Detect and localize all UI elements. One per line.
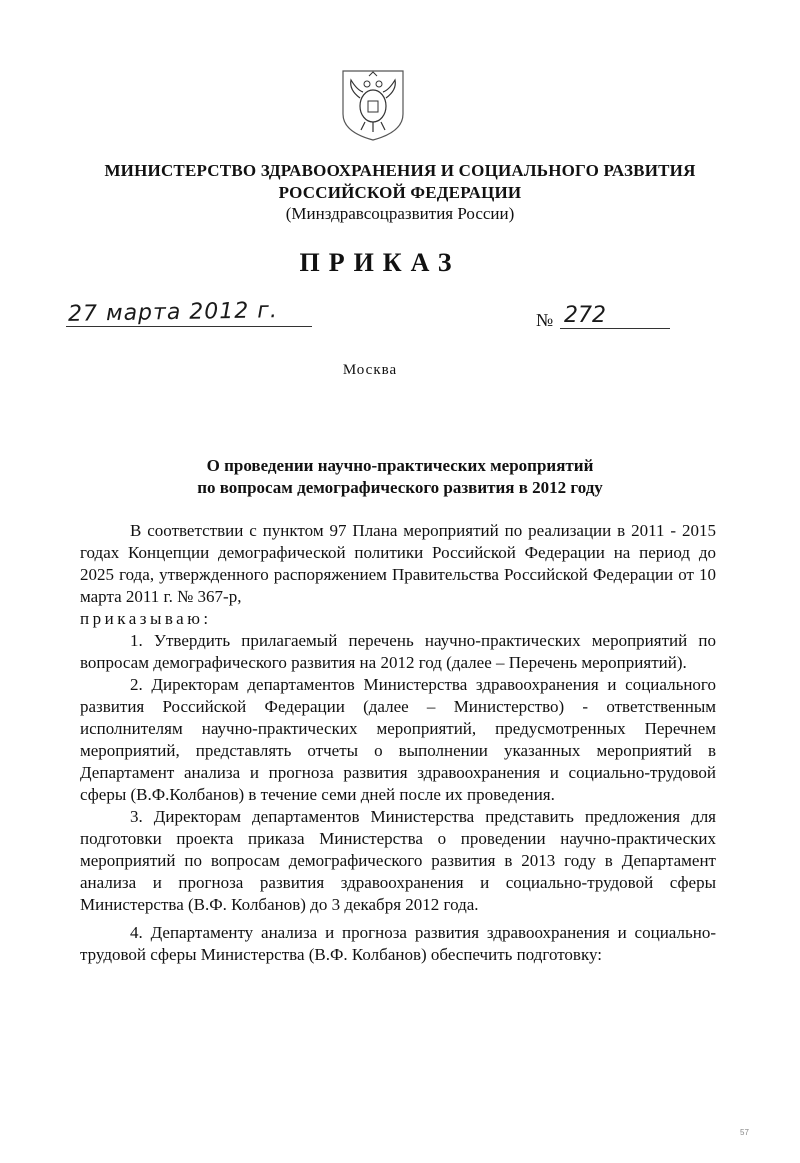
city: Москва xyxy=(342,362,398,378)
russian-coat-of-arms-icon xyxy=(339,68,407,142)
ministry-line-2: РОССИЙСКОЙ ФЕДЕРАЦИИ xyxy=(278,183,522,202)
order-subject xyxy=(0,455,800,499)
order-date: 27 марта 2012 г. xyxy=(67,298,279,327)
ministry-line-1: МИНИСТЕРСТВО ЗДРАВООХРАНЕНИЯ И СОЦИАЛЬНОГО РАЗВИТИЯ xyxy=(104,161,696,180)
order-word: приказываю: xyxy=(80,609,212,628)
date-underline xyxy=(66,326,312,327)
number-sign: № xyxy=(536,310,554,330)
order-number: 272 xyxy=(564,303,606,328)
order-title: ПРИКАЗ xyxy=(299,248,461,277)
ministry-name xyxy=(0,160,800,204)
item-4: 4. Департаменту анализа и прогноза развития здравоохранения и социально-трудовой сферы Министерства (В.Ф. Колбанов) обеспечить подготовку: xyxy=(80,923,716,964)
subject-line-2: по вопросам демографического развития в 2012 году xyxy=(197,478,603,497)
number-underline xyxy=(560,328,670,329)
item-3: 3. Директорам департаментов Министерства представить предложения для подготовки проекта приказа Министерства о проведении научно-практических мероприятий по вопросам демографического развития в 2013 году в Департамент анализа и прогноза развития здравоохранения и социально-трудовой сферы Министерства (В.Ф. Колбанов) до 3 декабря 2012 года. xyxy=(80,807,716,914)
item-2: 2. Директорам департаментов Министерства здравоохранения и социального развития Российской Федерации (далее – Министерство) - ответственным исполнителям научно-практических мероприятий, предусмотренных Перечнем мероприятий, представлять отчеты о выполнении указанных мероприятий в Департамент анализа и прогноза развития здравоохранения и социально-трудовой сферы (В.Ф.Колбанов) в течение семи дней после их проведения. xyxy=(80,675,716,804)
subject-line-1: О проведении научно-практических мероприятий xyxy=(206,456,594,475)
order-body xyxy=(80,520,716,966)
ministry-short-name: (Минздравсоцразвития России) xyxy=(285,204,515,223)
page-number: 57 xyxy=(740,1128,749,1137)
item-1: 1. Утвердить прилагаемый перечень научно-практических мероприятий по вопросам демографического развития на 2012 год (далее – Перечень мероприятий). xyxy=(80,631,716,672)
preamble xyxy=(80,520,716,630)
preamble-text: В соответствии с пунктом 97 Плана мероприятий по реализации в 2011 - 2015 годах Концепции демографической политики Российской Федерации на период до 2025 года, утвержденного распоряжением Правительства Российской Федерации от 10 марта 2011 г. № 367-р, xyxy=(80,521,716,606)
